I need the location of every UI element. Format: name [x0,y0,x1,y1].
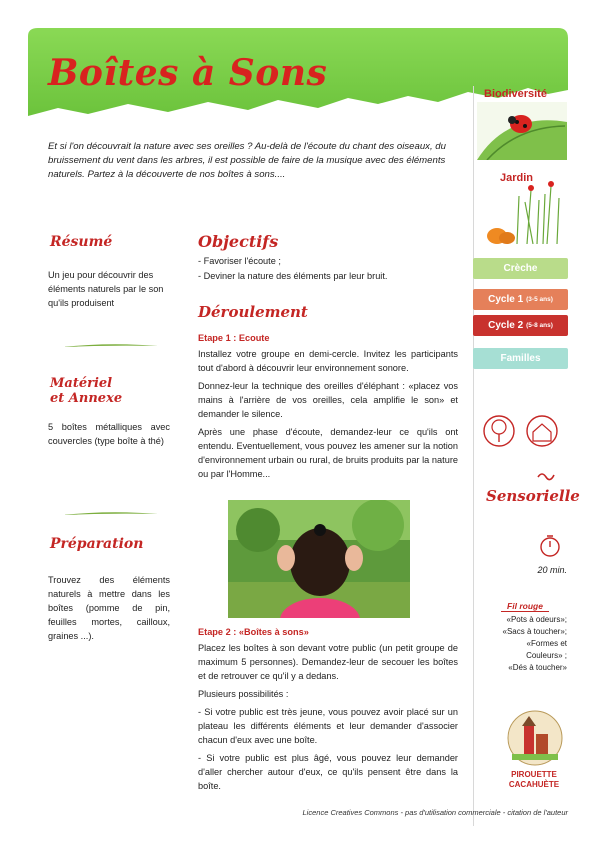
materiel-heading-line1: Matériel [50,376,113,391]
pill-label: Familles [500,353,541,364]
step2-paragraph: - Si votre public est plus âgé, vous pouvez leur demander d'aller chercher autour d'eux, ce qu'ils pensent être dans la boîte. [198,753,458,791]
step1-body [198,347,458,481]
grass-divider-icon [62,342,158,350]
step2-paragraph: Placez les boîtes à son devant votre public (un petit groupe de maximum 5 personnes). Demandez-leur de secouer les boîtes et de retrouver ce qu'il y a dedans. [198,643,458,681]
category-label: Sensorielle [486,487,580,505]
ladybug-leaf-icon [477,102,567,160]
objectif-item: - Favoriser l'écoute ; [198,256,281,266]
preparation-text: Trouvez des éléments naturels à mettre dans les boîtes (pomme de pin, feuilles mortes, cailloux, graines ...). [48,575,170,641]
pill-sub: (5-8 ans) [526,322,553,329]
audience-creche-pill [473,258,568,279]
intro-text: Et si l'on découvrait la nature avec ses oreilles ? Au-delà de l'écoute du chant des oiseaux, du bruissement du vent dans les arbres, il est possible de faire de la musique avec des éléments naturels. Partez à la découverte de nos boîtes à sons.... [48,141,446,180]
garden-icon [477,176,567,244]
fil-rouge-item: «Pots à odeurs»; [506,615,567,624]
pill-label: Cycle 1 [488,294,524,305]
objectifs-list [198,254,463,284]
sidebar-divider [473,86,474,826]
audience-cycle2-pill [473,315,568,336]
step2-title: Etape 2 : «Boîtes à sons» [198,627,309,637]
objectif-item: - Deviner la nature des éléments par leur bruit. [198,271,388,281]
step2-body [198,641,458,793]
step1-paragraph: Donnez-leur la technique des oreilles d'éléphant : «placez vos mains à l'arrière de vos oreilles, cela amplifie le son» et demander le silence. [198,381,458,419]
logo-wordmark [494,770,574,790]
pill-label: Cycle 2 [488,320,524,331]
fil-rouge-item: «Formes et [526,639,567,648]
resume-text: Un jeu pour découvrir des éléments naturels par le son qu'ils produisent [48,270,164,308]
materiel-heading-line2: et Annexe [50,391,123,406]
ear-icon [536,471,556,483]
audience-cycle1-pill [473,289,568,310]
step2-paragraph: Plusieurs possibilités : [198,689,289,699]
logo-line: PIROUETTE [511,770,557,779]
fil-rouge-item: «Dés à toucher» [508,663,567,672]
audience-familles-pill [473,348,568,369]
pill-label: Crèche [503,263,538,274]
theme-biodiversite-label: Biodiversité [484,88,547,100]
pill-sub: (3-5 ans) [526,296,553,303]
fil-rouge-item: Couleurs» ; [526,651,567,660]
pirouette-cacahuete-logo [504,708,566,768]
deroulement-heading: Déroulement [198,303,308,321]
fil-rouge-title: Fil rouge [501,601,549,612]
theme-jardin-label: Jardin [500,172,534,184]
step1-paragraph: Après une phase d'écoute, demandez-leur ce qu'ils ont entendu. Eventuellement, vous pouvez les amener sur la notion d'environnement urbain ou rural, de bruits produits par la nature ou par l'Homme... [198,427,458,479]
logo-line: CACAHUÈTE [508,780,560,789]
duration-text: 20 min. [537,565,567,575]
materiel-heading [50,376,122,406]
step2-paragraph: - Si votre public est très jeune, vous pouvez avoir placé sur un plateau les différents éléments et leur demander d'associer chacun d'eux avec une boîte. [198,707,458,745]
step2-block [198,627,463,797]
step1-paragraph: Installez votre groupe en demi-cercle. Invitez les participants tout d'abord à découvrir leur environnement sonore. [198,349,458,373]
fil-rouge-list [470,614,567,674]
preparation-heading: Préparation [50,536,144,552]
page-title: Boîtes à Sons [48,52,328,94]
timer-icon [539,533,561,559]
house-location-icon [524,414,560,448]
tree-location-icon [482,414,516,448]
fil-rouge-heading [480,601,570,611]
fil-rouge-item: «Sacs à toucher»; [502,627,567,636]
resume-heading: Résumé [50,234,113,250]
objectifs-heading: Objectifs [198,232,279,251]
materiel-text: 5 boîtes métalliques avec couvercles (type boîte à thé) [48,422,170,446]
step1-block [198,333,463,485]
license-footer: Licence Creatives Commons - pas d'utilisation commerciale - citation de l'auteur [302,808,568,817]
grass-divider-icon [62,510,158,518]
child-listening-photo [228,500,410,618]
step1-title: Etape 1 : Ecoute [198,333,270,343]
